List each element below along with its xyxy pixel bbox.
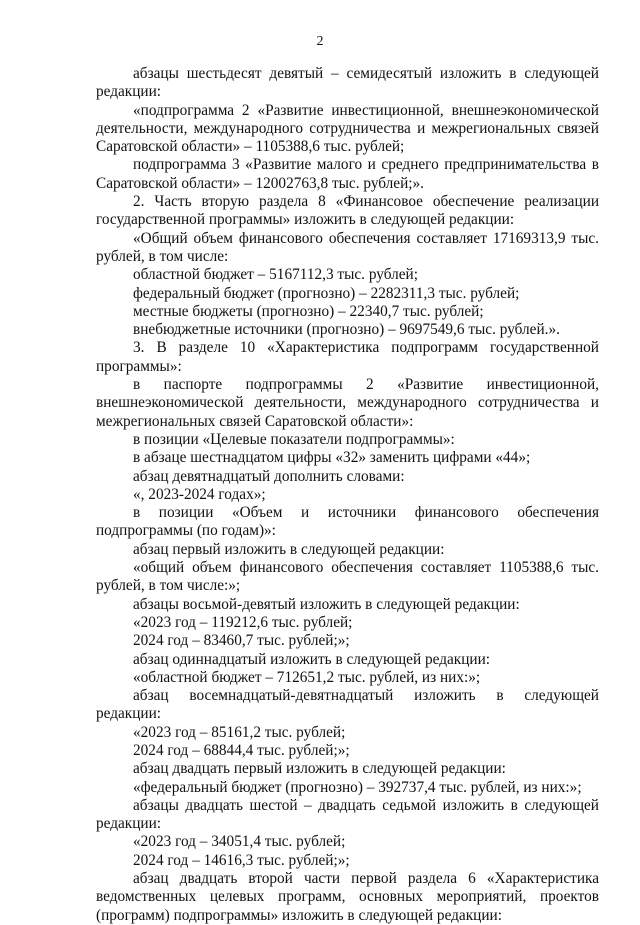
paragraph: «Общий объем финансового обеспечения составляет 17169313,9 тыс. рублей, в том числе: [96,229,599,265]
paragraph: абзац восемнадцатый-девятнадцатый изложить в следующей редакции: [96,687,599,723]
paragraph: подпрограмма 3 «Развитие малого и среднего предпринимательства в Саратовской области» – 12002763,8 тыс. рублей;». [96,156,599,192]
paragraph: областной бюджет – 5167112,3 тыс. рублей; [133,266,418,284]
page-number: 2 [316,34,324,49]
paragraph: 3. В разделе 10 «Характеристика подпрограмм государственной программы»: [96,339,599,375]
document-body [96,65,599,925]
paragraph: «2023 год – 85161,2 тыс. рублей; [133,723,346,741]
paragraph: местные бюджеты (прогнозно) – 22340,7 тыс. рублей; [133,302,484,320]
paragraph: «2023 год – 34051,4 тыс. рублей; [133,833,346,851]
paragraph: 2024 год – 68844,4 тыс. рублей;»; [133,741,350,759]
paragraph: в позиции «Целевые показатели подпрограммы»: [133,430,455,448]
paragraph: абзац первый изложить в следующей редакции: [133,540,445,558]
paragraph: в абзаце шестнадцатом цифры «32» заменить цифрами «44»; [133,449,531,467]
paragraph: «подпрограмма 2 «Развитие инвестиционной, внешнеэкономической деятельности, международного сотрудничества и межрегиональных связей Саратовской области» – 1105388,6 тыс. рублей; [96,101,599,156]
paragraph: абзац двадцать первый изложить в следующей редакции: [133,760,506,778]
paragraph: абзацы шестьдесят девятый – семидесятый изложить в следующей редакции: [96,65,599,101]
paragraph: «федеральный бюджет (прогнозно) – 392737,4 тыс. рублей, из них:»; [133,778,582,796]
paragraph: абзацы восьмой-девятый изложить в следующей редакции: [133,595,520,613]
paragraph: абзац одиннадцатый изложить в следующей редакции: [133,650,491,668]
paragraph: 2024 год – 14616,3 тыс. рублей;»; [133,851,350,869]
paragraph: абзацы двадцать шестой – двадцать седьмой изложить в следующей редакции: [96,796,599,833]
paragraph: внебюджетные источники (прогнозно) – 9697549,6 тыс. рублей.». [133,321,560,339]
paragraph: «общий объем финансового обеспечения составляет 1105388,6 тыс. рублей, в том числе:»; [96,559,599,595]
paragraph: «2023 год – 119212,6 тыс. рублей; [133,613,353,631]
paragraph: абзац девятнадцатый дополнить словами: [133,467,405,485]
paragraph: федеральный бюджет (прогнозно) – 2282311,3 тыс. рублей; [133,284,520,302]
paragraph: в паспорте подпрограммы 2 «Развитие инвестиционной, внешнеэкономической деятельности, международного сотрудничества и межрегиональных связей Саратовской области»: [96,376,599,430]
paragraph: абзац двадцать второй части первой раздела 6 «Характеристика ведомственных целевых программ, основных мероприятий, проектов (программ) подпрограммы» изложить в следующей редакции: [96,870,599,924]
paragraph: «, 2023-2024 годах»; [133,485,266,503]
paragraph: «областной бюджет – 712651,2 тыс. рублей, из них:»; [133,668,481,686]
paragraph: 2024 год – 83460,7 тыс. рублей;»; [133,632,350,650]
paragraph: 2. Часть вторую раздела 8 «Финансовое обеспечение реализации государственной программы» изложить в следующей редакции: [96,193,599,229]
paragraph: в позиции «Объем и источники финансового обеспечения подпрограммы (по годам)»: [96,504,599,540]
